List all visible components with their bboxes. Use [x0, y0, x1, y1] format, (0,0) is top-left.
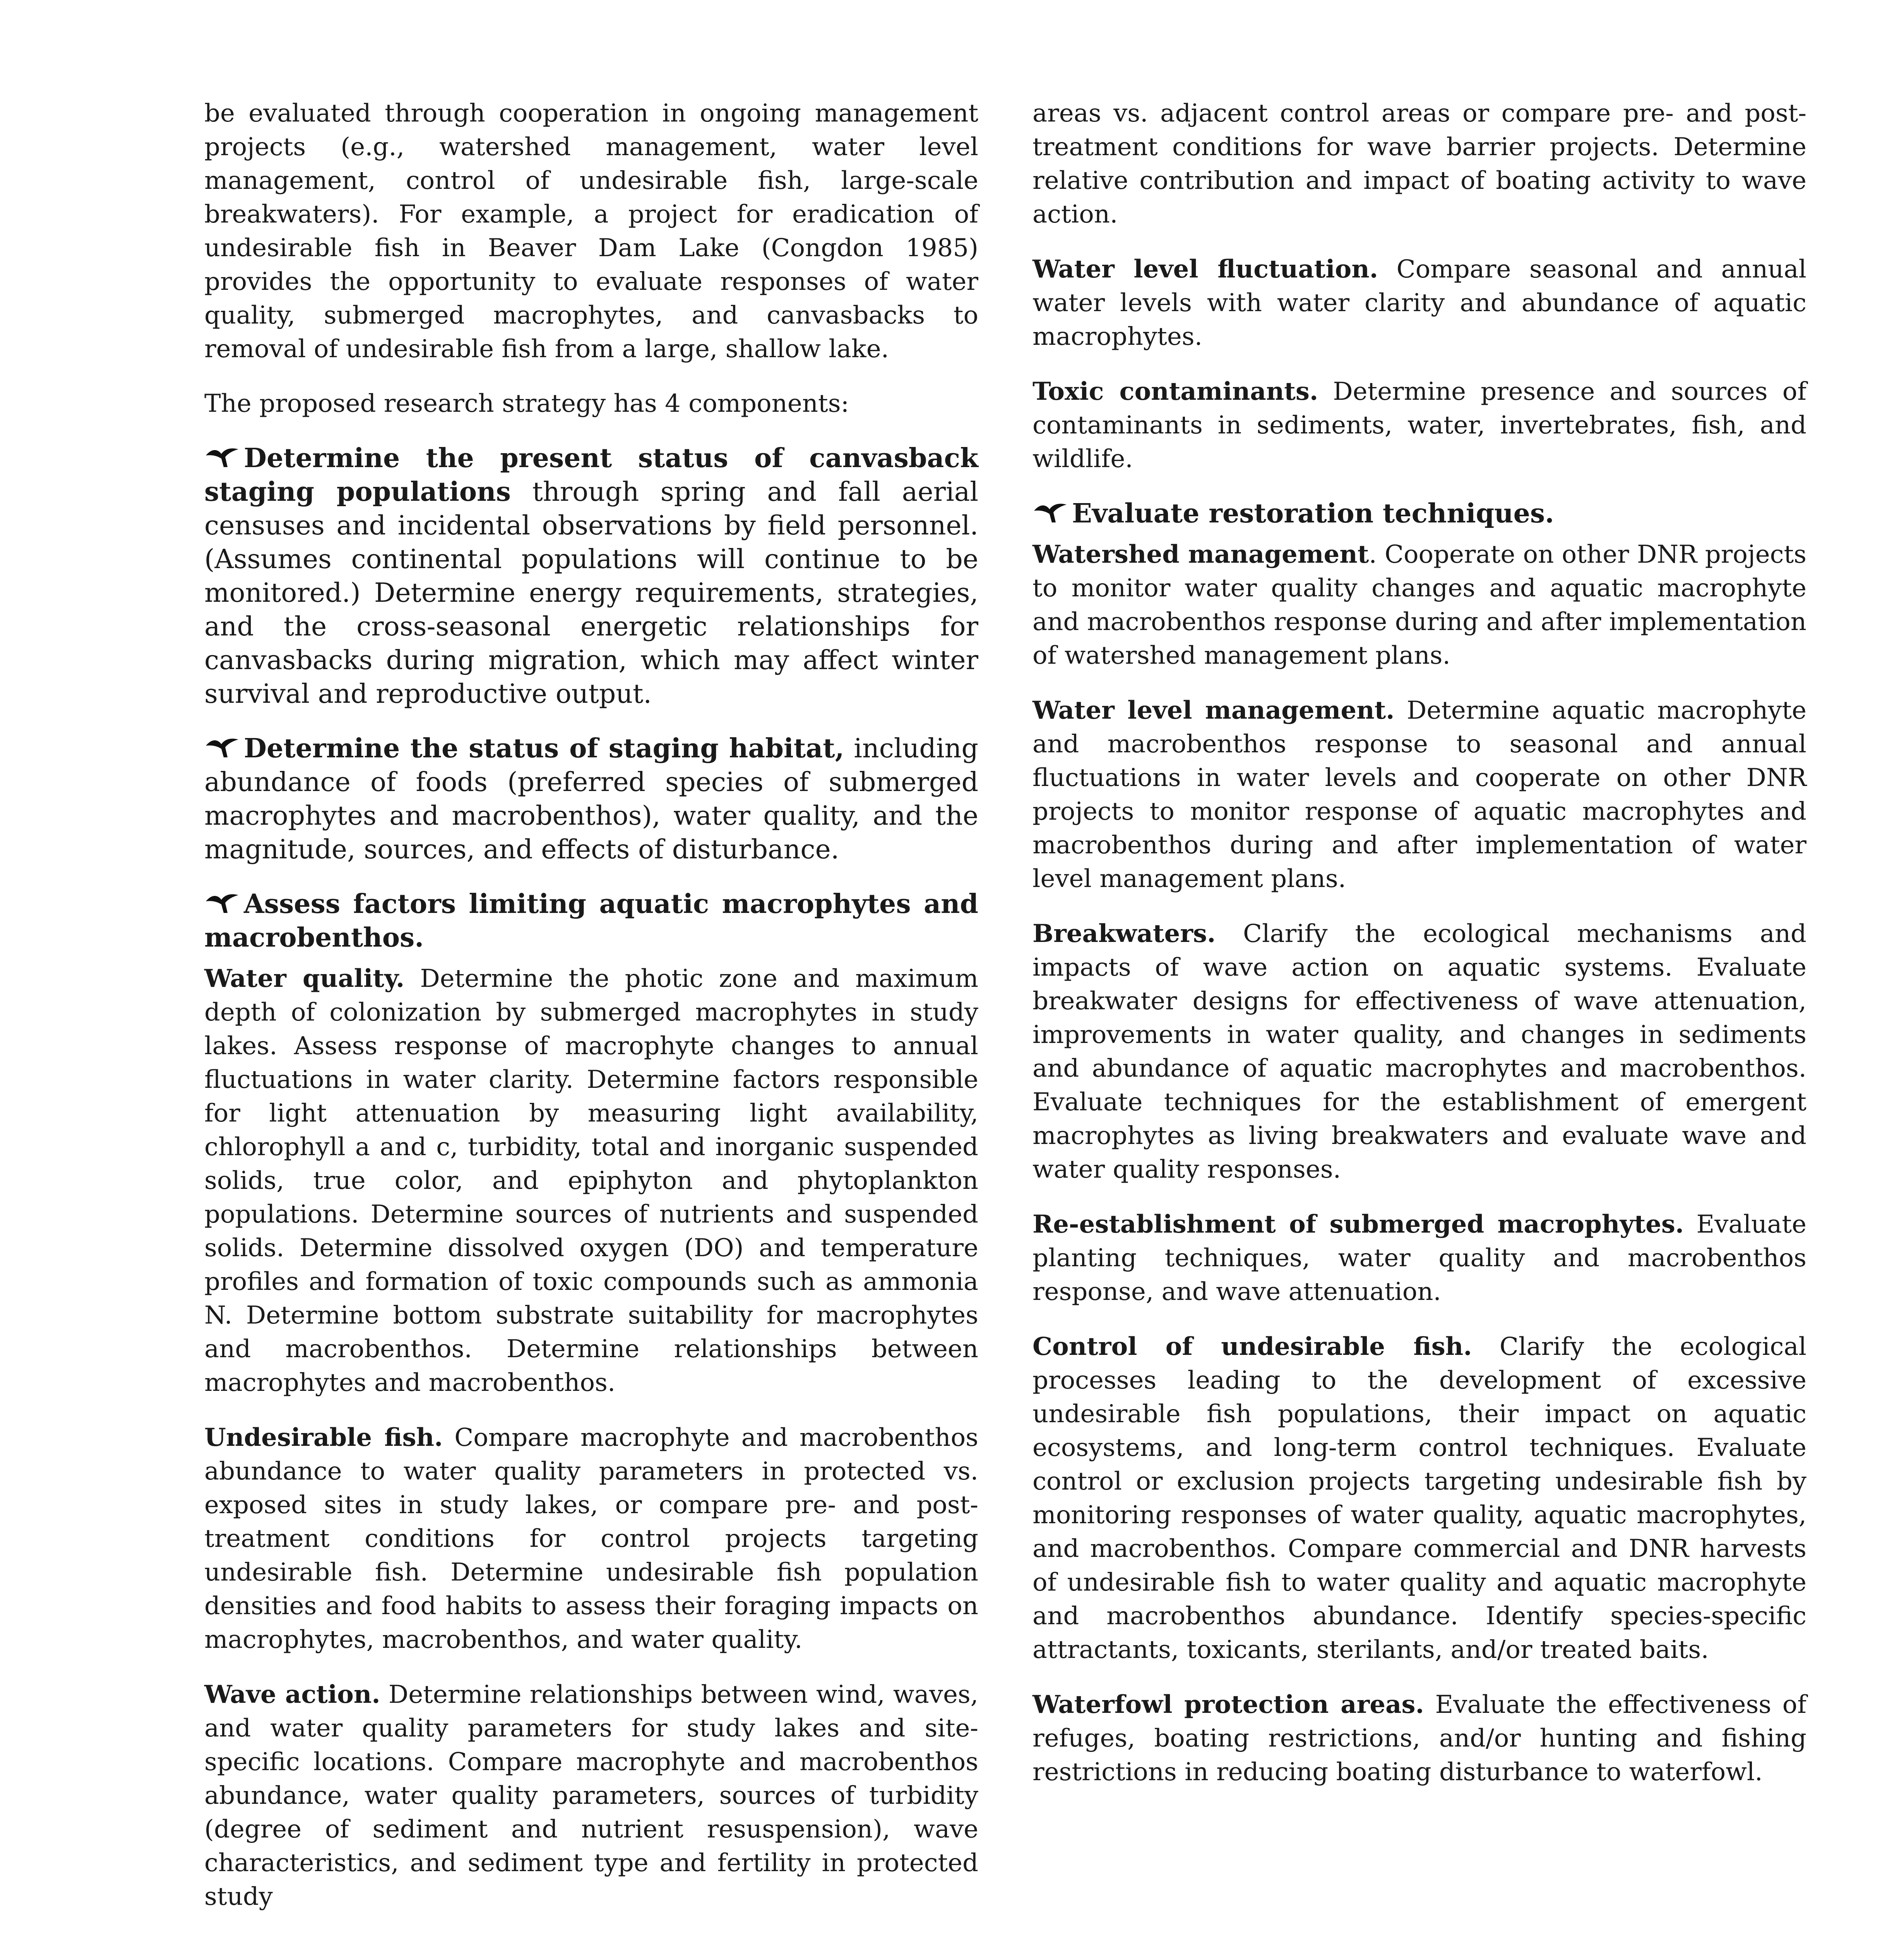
waterfowl-protection-text: Evaluate the effectiveness of refuges, boating restrictions, and/or hunting and fishing restrictions in reducing boating disturbance to waterfowl. — [1032, 1690, 1807, 1786]
water-quality-paragraph — [204, 962, 978, 1400]
breakwaters-paragraph — [1032, 917, 1806, 1187]
component-4 — [1032, 497, 1806, 531]
water-level-fluctuation-text: Compare seasonal and annual water levels with water clarity and abundance of aquatic macrophytes. — [1032, 255, 1806, 351]
waterfowl-protection-paragraph — [1032, 1688, 1806, 1789]
reestablishment-heading: Re-establishment of submerged macrophytes. — [1032, 1210, 1684, 1239]
toxic-contaminants-text: Determine presence and sources of contaminants in sediments, water, invertebrates, fish, and wildlife. — [1032, 377, 1807, 473]
water-level-fluctuation-heading: Water level fluctuation. — [1032, 255, 1378, 284]
undesirable-fish-heading: Undesirable fish. — [204, 1423, 443, 1452]
left-column — [204, 97, 978, 1935]
component-1-text: through spring and fall aerial censuses and incidental observations by field personnel. (Assumes continental populations will continue to be monitored.) Determine energy requirements, strategies, and the cross-seasonal energetic relationships for canvasbacks during migration, which may affect winter survival and reproductive output. — [204, 477, 978, 709]
watershed-management-heading: Watershed management — [1032, 540, 1369, 569]
water-level-management-paragraph — [1032, 694, 1806, 896]
breakwaters-heading: Breakwaters. — [1032, 919, 1216, 948]
water-level-management-text: Determine aquatic macrophyte and macrobenthos response to seasonal and annual fluctuations in water levels and cooperate on other DNR projects to monitor response of aquatic macrophytes and macrobenthos during and after implementation of water level management plans. — [1032, 696, 1807, 893]
component-2-heading: Determine the status of staging habitat, — [244, 733, 844, 764]
watershed-management-text: . Cooperate on other DNR projects to monitor water quality changes and aquatic macrophyte and macrobenthos response during and after implementation of watershed management plans. — [1032, 540, 1807, 670]
waterfowl-protection-heading: Waterfowl protection areas. — [1032, 1690, 1424, 1719]
undesirable-fish-text: Compare macrophyte and macrobenthos abundance to water quality parameters in protected vs. exposed sites in study lakes, or compare pre- and post-treatment conditions for control projects targeting undesirable fish. Determine undesirable fish population densities and food habits to assess their foraging impacts on macrophytes, macrobenthos, and water quality. — [204, 1423, 979, 1654]
water-level-management-heading: Water level management. — [1032, 696, 1395, 725]
wave-action-text: Determine relationships between wind, waves, and water quality parameters for study lakes and site-specific locations. Compare macrophyte and macrobenthos abundance, water quality parameters, sources of turbidity (degree of sediment and nutrient resuspension), wave characteristics, and sediment type and fertility in protected study — [204, 1680, 978, 1911]
water-quality-text: Determine the photic zone and maximum depth of colonization by submerged macrophytes in study lakes. Assess response of macrophyte changes to annual fluctuations in water clarity. Determine factors responsible for light attenuation by measuring light availability, chlorophyll a and c, turbidity, total and inorganic suspended solids, true color, and epiphyton and phytoplankton populations. Determine sources of nutrients and suspended solids. Determine dissolved oxygen (DO) and temperature profiles and formation of toxic compounds such as ammonia N. Determine bottom substrate suitability for macrophytes and macrobenthos. Determine relationships between macrophytes and macrobenthos. — [204, 964, 979, 1397]
intro-paragraph: be evaluated through cooperation in ongoing management projects (e.g., watershed management, water level management, control of undesirable fish, large-scale breakwaters). For example, a project for eradication of undesirable fish in Beaver Dam Lake (Congdon 1985) provides the opportunity to evaluate responses of water quality, submerged macrophytes, and canvasbacks to removal of undesirable fish from a large, shallow lake. — [204, 99, 978, 363]
water-level-fluctuation-paragraph — [1032, 252, 1806, 354]
reestablishment-text: Evaluate planting techniques, water quality and macrobenthos response, and wave attenuation. — [1032, 1210, 1807, 1306]
flying-duck-icon — [1032, 502, 1068, 524]
watershed-management-paragraph — [1032, 538, 1806, 673]
toxic-contaminants-paragraph — [1032, 375, 1806, 476]
component-2-text: including abundance of foods (preferred species of submerged macrophytes and macrobenthos), water quality, and the magnitude, sources, and effects of disturbance. — [204, 733, 979, 865]
control-fish-heading: Control of undesirable fish. — [1032, 1332, 1472, 1361]
component-1 — [204, 442, 978, 711]
control-fish-text: Clarify the ecological processes leading to the development of excessive undesirable fish populations, their impact on aquatic ecosystems, and long-term control techniques. Evaluate control or exclusion projects targeting undesirable fish by monitoring responses of water quality, aquatic macrophytes, and macrobenthos. Compare commercial and DNR harvests of undesirable fish to water quality and aquatic macrophyte and macrobenthos abundance. Identify species-specific attractants, toxicants, sterilants, and/or treated baits. — [1032, 1332, 1806, 1664]
wave-action-heading: Wave action. — [204, 1680, 380, 1709]
control-fish-paragraph — [1032, 1330, 1806, 1667]
reestablishment-paragraph — [1032, 1207, 1806, 1309]
strategy-intro: The proposed research strategy has 4 components: — [204, 389, 849, 418]
component-1-heading: Determine the present status of canvasback staging populations — [204, 443, 978, 507]
component-2 — [204, 732, 978, 866]
flying-duck-icon — [204, 892, 240, 914]
right-column — [1032, 97, 1806, 1810]
continued-paragraph: areas vs. adjacent control areas or compare pre- and post-treatment conditions for wave barrier projects. Determine relative contribution and impact of boating activity to wave action. — [1032, 99, 1806, 229]
breakwaters-text: Clarify the ecological mechanisms and impacts of wave action on aquatic systems. Evaluate breakwater designs for effectiveness of wave attenuation, improvements in water quality, and changes in sediments and abundance of aquatic macrophytes and macrobenthos. Evaluate techniques for the establishment of emergent macrophytes as living breakwaters and evaluate wave and water quality responses. — [1032, 920, 1806, 1184]
toxic-contaminants-heading: Toxic contaminants. — [1032, 377, 1318, 406]
flying-duck-icon — [204, 736, 240, 759]
wave-action-paragraph — [204, 1678, 978, 1914]
component-4-heading: Evaluate restoration techniques. — [1072, 498, 1554, 529]
water-quality-heading: Water quality. — [204, 964, 405, 993]
flying-duck-icon — [204, 446, 240, 469]
component-3 — [204, 887, 978, 955]
undesirable-fish-paragraph — [204, 1421, 978, 1657]
component-3-heading: Assess factors limiting aquatic macrophytes and macrobenthos. — [204, 889, 978, 953]
